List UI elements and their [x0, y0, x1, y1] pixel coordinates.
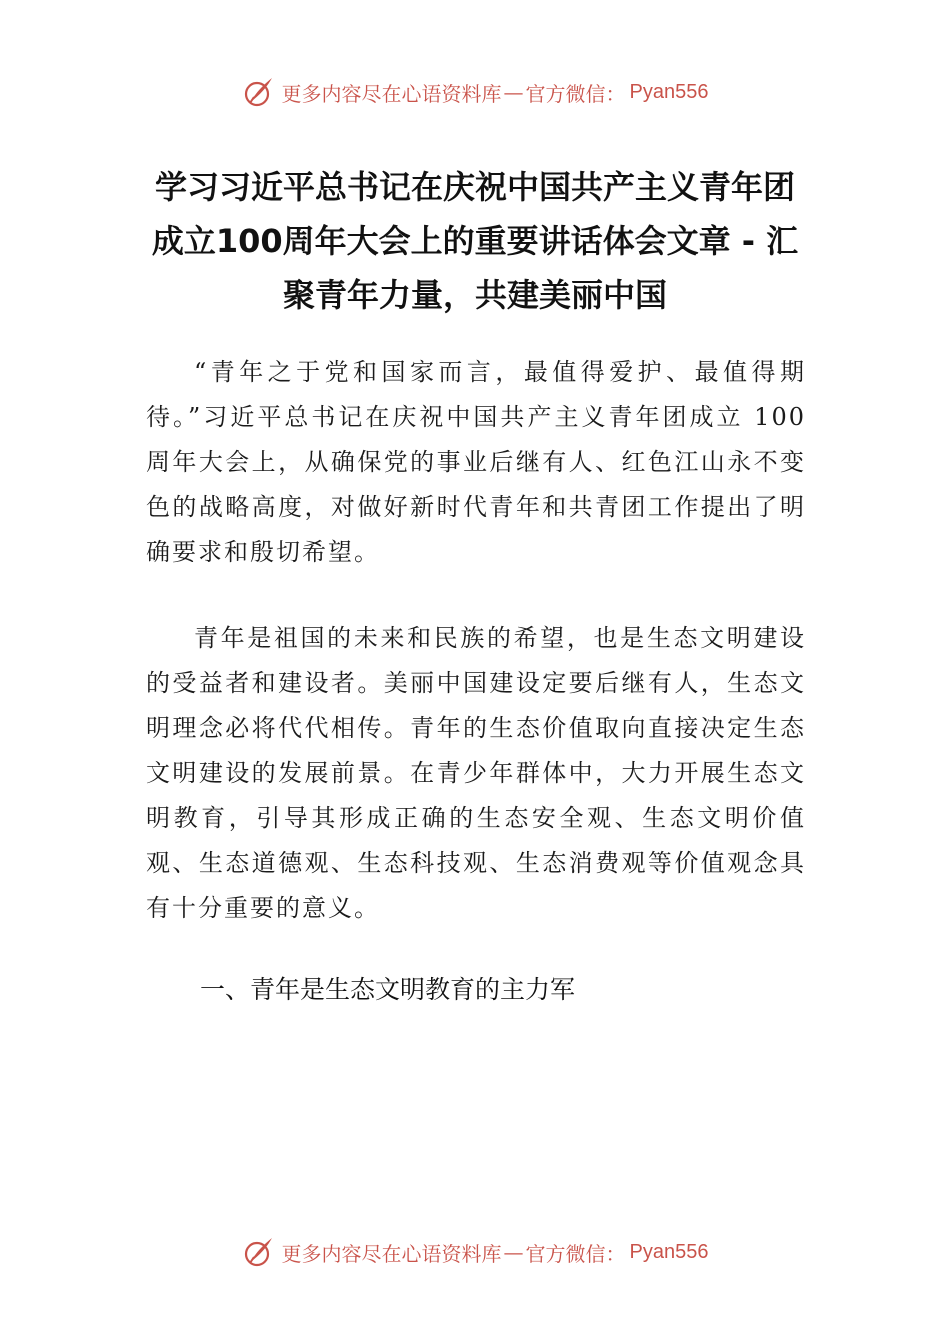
banner-brand-text: 更多内容尽在心语资料库: [281, 81, 502, 106]
paragraph-1: “青年之于党和国家而言，最值得爱护、最值得期待。”习近平总书记在庆祝中国共产主义青年团成立 100 周年大会上，从确保党的事业后继有人、红色江山永不变色的战略高度，对做好新时代青年和共青团工作提出了明确要求和殷切希望。: [146, 358, 806, 566]
quill-logo-icon: [242, 75, 276, 109]
document-title: 学习习近平总书记在庆祝中国共产主义青年团成立100周年大会上的重要讲话体会文章 - 汇聚青年力量，共建美丽中国: [151, 168, 799, 314]
quill-logo-icon: [242, 1235, 276, 1269]
footer-banner: [0, 1230, 950, 1274]
banner-separator: —: [503, 1240, 524, 1264]
banner-wechat-id: Pyan556: [629, 80, 709, 103]
header-banner: [0, 70, 950, 114]
section-heading: 一、青年是生态文明教育的主力军: [200, 975, 576, 1004]
banner-wechat-label: 官方微信：: [525, 81, 626, 106]
banner-wechat-id: Pyan556: [629, 1240, 709, 1263]
paragraph-2: 青年是祖国的未来和民族的希望，也是生态文明建设的受益者和建设者。美丽中国建设定要后继有人，生态文明理念必将代代相传。青年的生态价值取向直接决定生态文明建设的发展前景。在青少年群体中，大力开展生态文明教育，引导其形成正确的生态安全观、生态文明价值观、生态道德观、生态科技观、生态消费观等价值观念具有十分重要的意义。: [146, 624, 806, 922]
banner-brand-text: 更多内容尽在心语资料库: [281, 1241, 502, 1266]
banner-wechat-label: 官方微信：: [525, 1241, 626, 1266]
banner-separator: —: [503, 80, 524, 104]
